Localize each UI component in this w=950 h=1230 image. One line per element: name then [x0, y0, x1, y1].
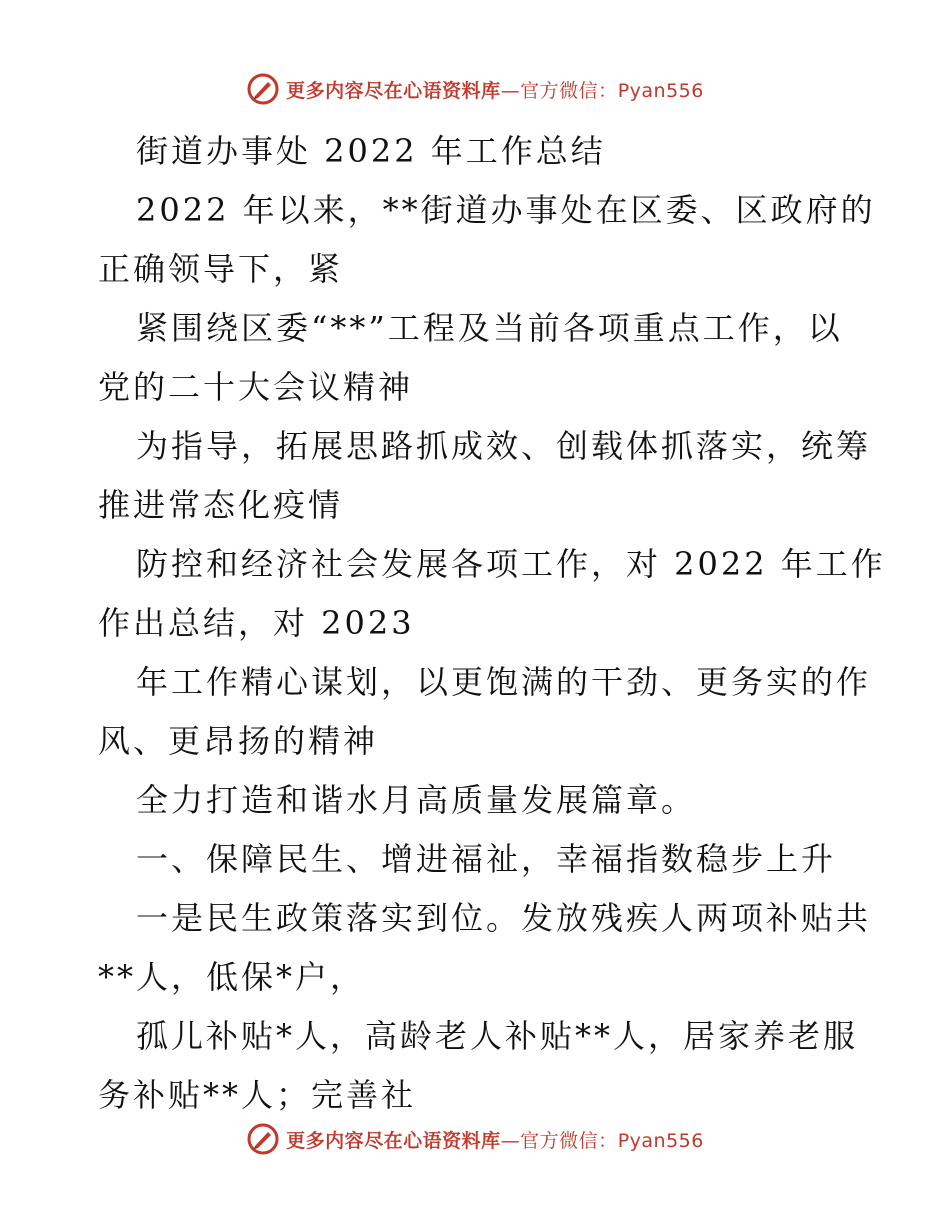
doc-line: 紧围绕区委“**”工程及当前各项重点工作，以 — [136, 309, 843, 347]
doc-line: 一、保障民生、增进福祉，幸福指数稳步上升 — [136, 840, 837, 878]
watermark-brand: 更多内容尽在心语资料库 — [286, 1129, 501, 1152]
watermark-label: 官方微信： — [520, 1129, 618, 1152]
doc-line: 孤儿补贴*人，高龄老人补贴**人，居家养老服 — [136, 1017, 859, 1055]
document-body — [98, 122, 886, 1125]
watermark-brand: 更多内容尽在心语资料库 — [286, 79, 501, 102]
quill-logo-icon — [246, 1122, 280, 1156]
doc-line: 党的二十大会议精神 — [98, 368, 414, 406]
doc-line: 2022 年以来，**街道办事处在区委、区政府的 — [136, 191, 876, 229]
quill-logo-icon — [246, 72, 280, 106]
watermark-separator: — — [500, 79, 521, 102]
doc-line: 年工作精心谋划，以更饱满的干劲、更务实的作 — [136, 663, 872, 701]
doc-line: 一是民生政策落实到位。发放残疾人两项补贴共 — [136, 899, 872, 937]
watermark-id: Pyan556 — [617, 1129, 704, 1152]
watermark-separator: — — [500, 1129, 521, 1152]
doc-line: 街道办事处 2022 年工作总结 — [136, 132, 606, 170]
header-watermark — [0, 72, 950, 106]
doc-line: 全力打造和谐水月高质量发展篇章。 — [136, 781, 697, 819]
doc-line: 推进常态化疫情 — [98, 486, 344, 524]
watermark-id: Pyan556 — [617, 79, 704, 102]
doc-line: 务补贴**人；完善社 — [98, 1076, 417, 1114]
footer-watermark — [0, 1122, 950, 1156]
doc-line: 正确领导下，紧 — [98, 250, 344, 288]
doc-line: 作出总结，对 2023 — [98, 604, 415, 642]
doc-line: 风、更昂扬的精神 — [98, 722, 379, 760]
doc-line: 防控和经济社会发展各项工作，对 2022 年工作 — [136, 545, 886, 583]
doc-line: 为指导，拓展思路抓成效、创载体抓落实，统筹 — [136, 427, 872, 465]
watermark-label: 官方微信： — [520, 79, 618, 102]
doc-line: **人，低保*户， — [98, 958, 366, 996]
